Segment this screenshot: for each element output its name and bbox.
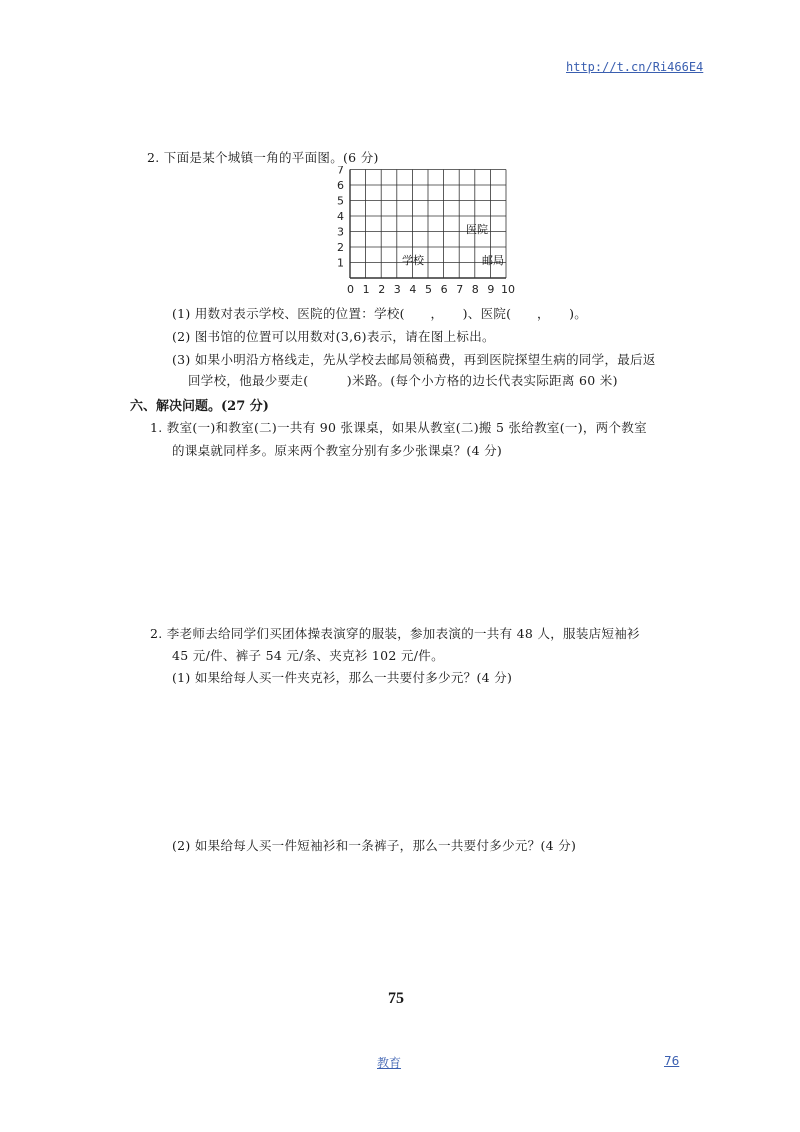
x-tick-label: 10 xyxy=(501,283,515,296)
problem-2-line1: 2. 李老师去给同学们买团体操表演穿的服装，参加表演的一共有 48 人，服装店短袖衫 xyxy=(150,626,640,641)
y-tick-label: 7 xyxy=(337,166,344,177)
x-tick-label: 2 xyxy=(378,283,386,296)
y-tick-label: 1 xyxy=(337,256,344,270)
y-tick-label: 6 xyxy=(337,179,344,192)
x-tick-label: 1 xyxy=(362,283,370,296)
school-label: 学校 xyxy=(402,254,424,267)
x-tick-label: 8 xyxy=(471,283,479,296)
question-2-sub3-line1: (3) 如果小明沿方格线走，先从学校去邮局领稿费，再到医院探望生病的同学，最后返 xyxy=(172,352,656,367)
post-office-label: 邮局 xyxy=(482,254,504,267)
x-tick-label: 7 xyxy=(456,283,464,296)
question-2-sub3-line2: 回学校，他最少要走( )米路。(每个小方格的边长代表实际距离 60 米) xyxy=(188,373,618,388)
problem-1-line2: 的课桌就同样多。原来两个教室分别有多少张课桌？(4 分) xyxy=(172,443,503,458)
problem-2-line2: 45 元/件、裤子 54 元/条、夹克衫 102 元/件。 xyxy=(172,648,444,663)
y-tick-label: 5 xyxy=(337,194,344,208)
section-6-title: 六、解决问题。(27 分) xyxy=(130,399,269,414)
y-tick-label: 3 xyxy=(337,225,344,239)
x-tick-label: 9 xyxy=(487,283,495,296)
x-tick-label: 4 xyxy=(409,283,417,296)
problem-1-line1: 1. 教室(一)和教室(二)一共有 90 张课桌，如果从教室(二)搬 5 张给教室(一)，两个教室 xyxy=(150,420,647,435)
hospital-label: 医院 xyxy=(466,223,488,236)
header-url-link[interactable]: http://t.cn/Ri466E4 xyxy=(566,60,704,74)
coordinate-grid xyxy=(330,166,530,296)
y-tick-label: 4 xyxy=(337,210,344,223)
page-number: 75 xyxy=(388,990,404,1007)
question-2-sub2: (2) 图书馆的位置可以用数对(3,6)表示，请在图上标出。 xyxy=(172,329,495,344)
footer-right-link[interactable]: 76 xyxy=(664,1054,680,1068)
x-tick-label: 3 xyxy=(393,283,401,296)
x-tick-label: 6 xyxy=(440,283,448,296)
question-2-title: 2. 下面是某个城镇一角的平面图。(6 分) xyxy=(147,150,379,165)
footer-left-link[interactable]: 教育 xyxy=(377,1056,402,1070)
question-2-sub1: (1) 用数对表示学校、医院的位置：学校( ， )、医院( ， )。 xyxy=(172,306,588,321)
x-tick-label: 0 xyxy=(347,283,354,296)
problem-2-sub1: (1) 如果给每人买一件夹克衫，那么一共要付多少元？(4 分) xyxy=(172,670,513,685)
problem-2-sub2: (2) 如果给每人买一件短袖衫和一条裤子，那么一共要付多少元？(4 分) xyxy=(172,838,577,853)
y-tick-label: 2 xyxy=(337,241,344,254)
x-tick-label: 5 xyxy=(425,283,432,296)
